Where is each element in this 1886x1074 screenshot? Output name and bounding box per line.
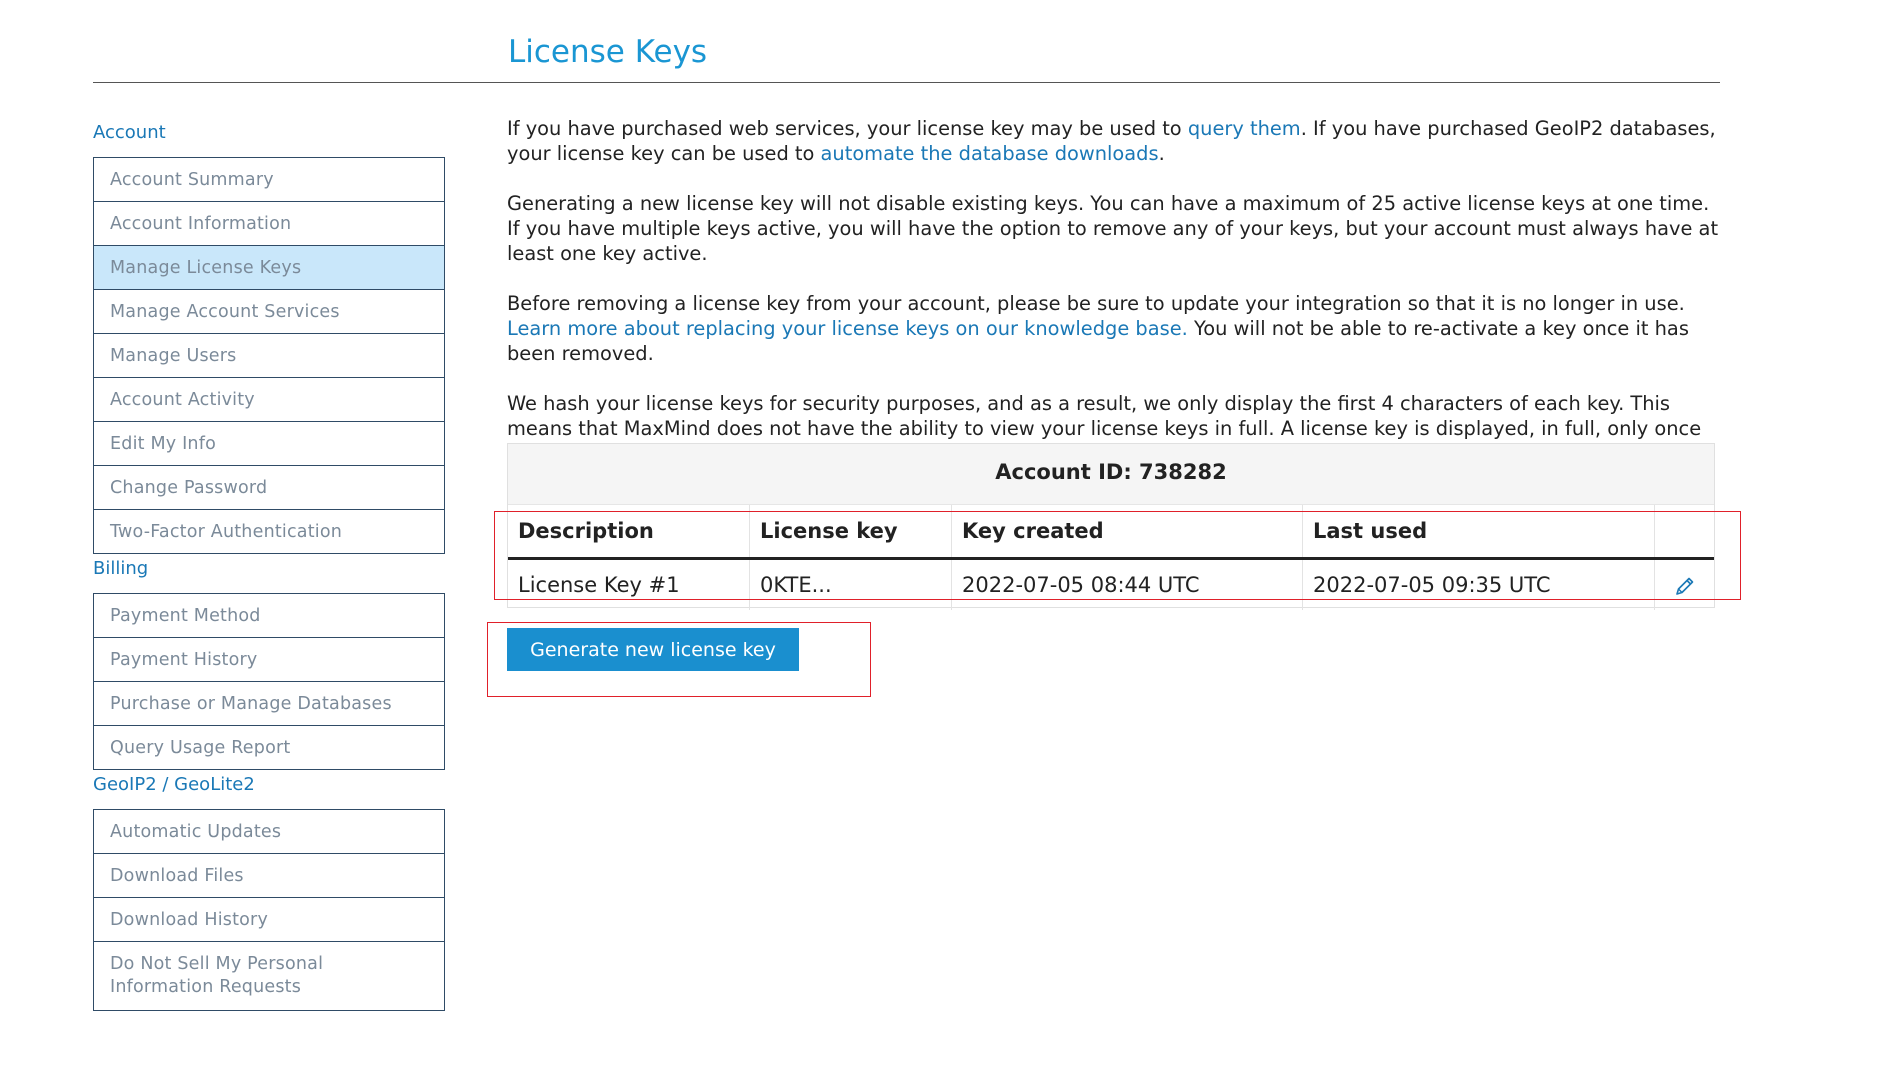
page-title: License Keys [508,34,708,70]
intro-text-segment: You will not be able to re-activate a key once it has been removed. [507,317,1689,365]
sidebar-item-account-summary[interactable]: Account Summary [93,157,445,202]
sidebar-item-account-activity[interactable]: Account Activity [93,377,445,422]
sidebar-heading-geoip: GeoIP2 / GeoLite2 [93,774,255,795]
sidebar-heading-account: Account [93,122,166,143]
sidebar-item-query-usage-report[interactable]: Query Usage Report [93,725,445,770]
sidebar-group-geoip [93,809,445,1011]
sidebar-item-download-files[interactable]: Download Files [93,853,445,898]
sidebar-item-change-password[interactable]: Change Password [93,465,445,510]
title-divider [93,82,1720,83]
sidebar-heading-billing: Billing [93,558,149,579]
column-header-license-key: License key [750,505,952,559]
cell-license-key: 0KTE... [750,559,952,611]
pencil-icon[interactable] [1674,575,1696,597]
table-row [508,559,1714,611]
sidebar-item-download-history[interactable]: Download History [93,897,445,942]
sidebar-item-purchase-or-manage-databases[interactable]: Purchase or Manage Databases [93,681,445,726]
cell-description: License Key #1 [508,559,750,611]
intro-paragraph-4: We hash your license keys for security purposes, and as a result, we only display the first 4 characters of each key. This means that MaxMind does not have the ability to view your license keys in full. A license key is displayed, in full, only once [507,392,1702,440]
column-header-last-used: Last used [1303,505,1655,559]
sidebar-item-manage-users[interactable]: Manage Users [93,333,445,378]
sidebar-item-payment-history[interactable]: Payment History [93,637,445,682]
query-them-link[interactable]: query them [1187,117,1301,140]
edit-key-button[interactable] [1655,559,1715,611]
sidebar-item-payment-method[interactable]: Payment Method [93,593,445,638]
intro-text-segment: . If you have purchased GeoIP2 databases, your license key can be used to [507,117,1716,165]
intro-text-segment: Before removing a license key from your account, please be sure to update your integration so that it is no longer in use. [507,292,1685,315]
learn-more-link[interactable]: Learn more about replacing your license keys on our knowledge base. [507,317,1188,340]
cell-key-created: 2022-07-05 08:44 UTC [952,559,1303,611]
account-id-header: Account ID: 738282 [508,444,1714,505]
sidebar-item-edit-my-info[interactable]: Edit My Info [93,421,445,466]
generate-license-key-button[interactable]: Generate new license key [507,628,799,671]
column-header-actions [1655,505,1715,559]
sidebar-group-account [93,157,445,554]
automate-downloads-link[interactable]: automate the database downloads [820,142,1159,165]
sidebar-group-billing [93,593,445,770]
column-header-description: Description [508,505,750,559]
intro-text [507,116,1721,491]
cell-last-used: 2022-07-05 09:35 UTC [1303,559,1655,611]
license-keys-table [508,505,1714,610]
sidebar-item-do-not-sell[interactable]: Do Not Sell My Personal Information Requests [93,941,445,1011]
license-keys-card [507,443,1715,608]
intro-paragraph-2: Generating a new license key will not disable existing keys. You can have a maximum of 25 active license keys at one time. If you have multiple keys active, you will have the option to remove any of your keys, but your account must always have at least one key active. [507,192,1719,265]
sidebar-item-two-factor-authentication[interactable]: Two-Factor Authentication [93,509,445,554]
sidebar-item-automatic-updates[interactable]: Automatic Updates [93,809,445,854]
column-header-key-created: Key created [952,505,1303,559]
table-header-row [508,505,1714,559]
sidebar-item-manage-account-services[interactable]: Manage Account Services [93,289,445,334]
intro-text-segment: If you have purchased web services, your license key may be used to [507,117,1188,140]
sidebar-item-manage-license-keys[interactable]: Manage License Keys [93,245,445,290]
intro-paragraph-3 [507,291,1721,366]
sidebar-item-account-information[interactable]: Account Information [93,201,445,246]
sidebar [93,120,445,1021]
intro-paragraph-1 [507,116,1721,166]
intro-text-segment: . [1158,142,1165,165]
